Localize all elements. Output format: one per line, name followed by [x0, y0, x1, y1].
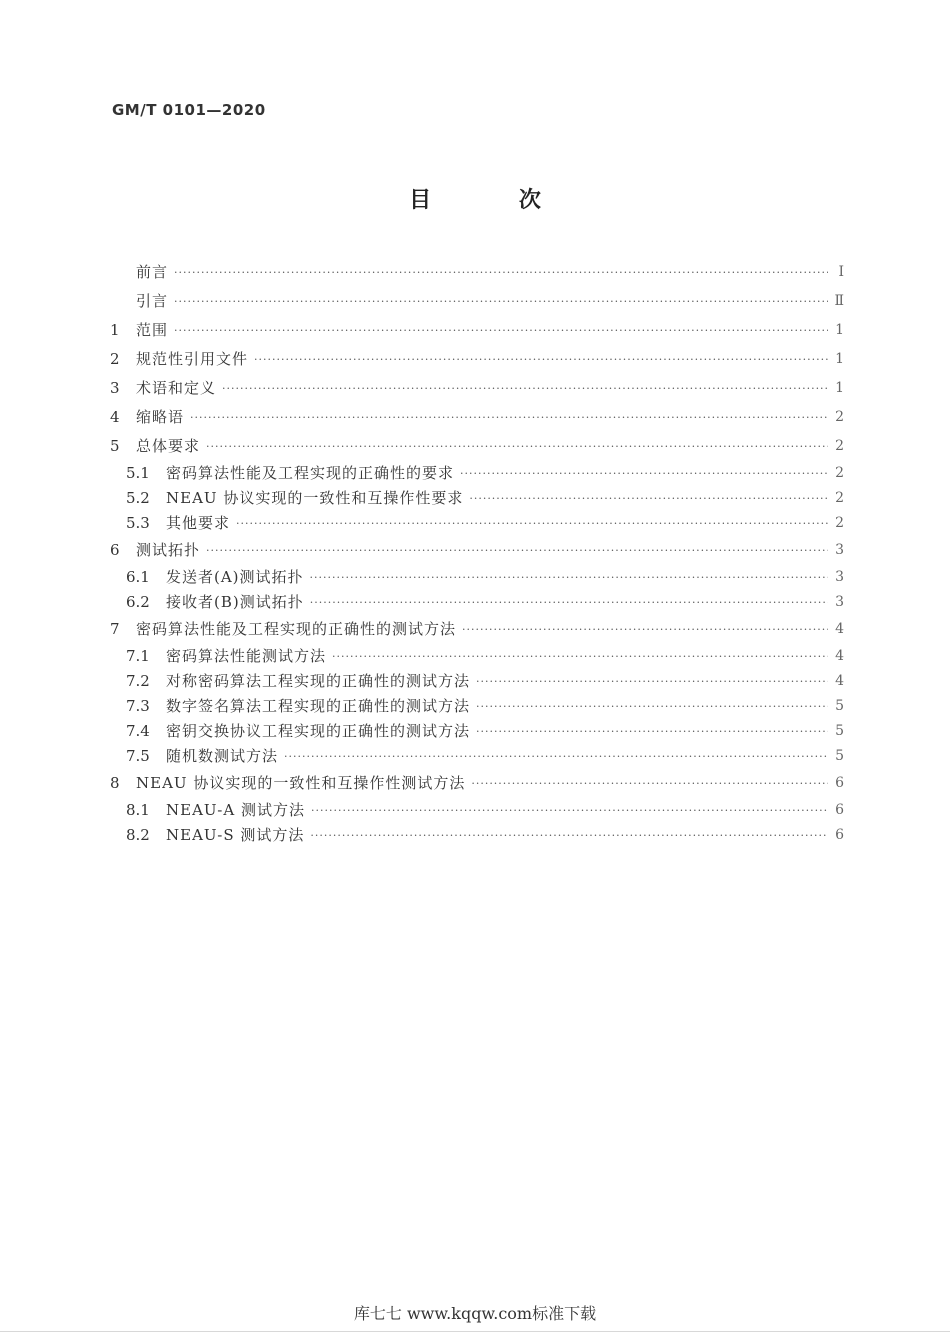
- toc-number: 4: [110, 408, 120, 426]
- toc-entry-5-2[interactable]: [110, 486, 844, 511]
- toc-page-number: 2: [835, 465, 844, 481]
- toc-entry-6[interactable]: [110, 536, 844, 565]
- toc-page-number: 3: [835, 542, 844, 558]
- toc-page-number: 2: [835, 515, 844, 531]
- toc-text: NEAU 协议实现的一致性和互操作性测试方法: [136, 774, 466, 792]
- dot-leader: [476, 669, 828, 694]
- toc-entry-7-4[interactable]: [110, 719, 844, 744]
- toc-entry-3[interactable]: [110, 374, 844, 403]
- toc-text: 引言: [136, 292, 169, 310]
- toc-entry-5[interactable]: [110, 432, 844, 461]
- toc-page-number: 6: [835, 775, 844, 791]
- toc-page-number: 5: [835, 723, 844, 739]
- toc-page-number: 1: [835, 322, 844, 338]
- toc-number: 7: [110, 620, 120, 638]
- toc-number: 5: [110, 437, 120, 455]
- toc-number: 5.1: [126, 464, 150, 482]
- toc-page-number: 2: [835, 438, 844, 454]
- dot-leader: [471, 769, 828, 798]
- toc-number: 6.1: [126, 568, 150, 586]
- toc-text: NEAU-A 测试方法: [166, 801, 305, 819]
- toc-entry-1[interactable]: [110, 316, 844, 345]
- toc-entry-7-5[interactable]: [110, 744, 844, 769]
- toc-entry-5-1[interactable]: [110, 461, 844, 486]
- toc-page-number: 2: [835, 409, 844, 425]
- table-of-contents: [110, 258, 844, 848]
- toc-number: 6.2: [126, 593, 150, 611]
- toc-text: 接收者(B)测试拓扑: [166, 593, 304, 611]
- dot-leader: [174, 258, 828, 287]
- toc-page-number: 1: [835, 380, 844, 396]
- toc-text: 密码算法性能及工程实现的正确性的要求: [166, 464, 455, 482]
- dot-leader: [206, 432, 828, 461]
- page-title: 目 次: [409, 188, 581, 213]
- dot-leader: [462, 615, 828, 644]
- toc-page-number: 5: [835, 698, 844, 714]
- dot-leader: [174, 316, 828, 345]
- toc-entry-7-2[interactable]: [110, 669, 844, 694]
- dot-leader: [174, 287, 828, 316]
- toc-text: 规范性引用文件: [136, 350, 249, 368]
- toc-number: 7.1: [126, 647, 150, 665]
- toc-page-number: 4: [835, 648, 844, 664]
- toc-entry-8[interactable]: [110, 769, 844, 798]
- toc-number: 2: [110, 350, 120, 368]
- toc-number: 8.1: [126, 801, 150, 819]
- toc-number: 6: [110, 541, 120, 559]
- toc-page-number: 2: [835, 490, 844, 506]
- document-code: GM/T 0101—2020: [112, 101, 266, 119]
- toc-page-number: 6: [835, 827, 844, 843]
- dot-leader: [310, 823, 828, 848]
- toc-number: 7.2: [126, 672, 150, 690]
- bottom-divider: [0, 1331, 950, 1332]
- dot-leader: [310, 590, 828, 615]
- toc-text: 范围: [136, 321, 169, 339]
- toc-entry-7-1[interactable]: [110, 644, 844, 669]
- toc-page-number: 1: [835, 351, 844, 367]
- toc-page-number: Ⅰ: [838, 264, 844, 280]
- dot-leader: [190, 403, 828, 432]
- toc-page-number: Ⅱ: [834, 293, 844, 309]
- toc-entry-7-3[interactable]: [110, 694, 844, 719]
- toc-text: 其他要求: [166, 514, 231, 532]
- toc-page-number: 4: [835, 621, 844, 637]
- toc-text: 发送者(A)测试拓扑: [166, 568, 304, 586]
- toc-page-number: 6: [835, 802, 844, 818]
- toc-entry-8-1[interactable]: [110, 798, 844, 823]
- toc-text: 缩略语: [136, 408, 185, 426]
- toc-number: 5.3: [126, 514, 150, 532]
- toc-page-number: 5: [835, 748, 844, 764]
- toc-entry-foreword[interactable]: [110, 258, 844, 287]
- toc-text: NEAU 协议实现的一致性和互操作性要求: [166, 489, 464, 507]
- toc-text: 总体要求: [136, 437, 201, 455]
- toc-number: 7.5: [126, 747, 150, 765]
- toc-text: 随机数测试方法: [166, 747, 279, 765]
- toc-text: 密码算法性能及工程实现的正确性的测试方法: [136, 620, 457, 638]
- toc-entry-4[interactable]: [110, 403, 844, 432]
- dot-leader: [310, 565, 828, 590]
- toc-text: 对称密码算法工程实现的正确性的测试方法: [166, 672, 471, 690]
- toc-entry-introduction[interactable]: [110, 287, 844, 316]
- toc-text: 密码算法性能测试方法: [166, 647, 327, 665]
- toc-text: 前言: [136, 263, 169, 281]
- toc-entry-6-2[interactable]: [110, 590, 844, 615]
- toc-entry-5-3[interactable]: [110, 511, 844, 536]
- toc-number: 1: [110, 321, 120, 339]
- toc-number: 7.4: [126, 722, 150, 740]
- dot-leader: [460, 461, 828, 486]
- toc-number: 3: [110, 379, 120, 397]
- toc-text: NEAU-S 测试方法: [166, 826, 305, 844]
- dot-leader: [254, 345, 828, 374]
- dot-leader: [332, 644, 828, 669]
- toc-number: 8: [110, 774, 120, 792]
- dot-leader: [284, 744, 828, 769]
- toc-text: 术语和定义: [136, 379, 217, 397]
- dot-leader: [236, 511, 828, 536]
- toc-entry-7[interactable]: [110, 615, 844, 644]
- dot-leader: [311, 798, 828, 823]
- toc-entry-6-1[interactable]: [110, 565, 844, 590]
- dot-leader: [469, 486, 828, 511]
- dot-leader: [222, 374, 828, 403]
- toc-number: 5.2: [126, 489, 150, 507]
- dot-leader: [476, 719, 828, 744]
- footer-watermark: 库七七 www.kqqw.com标准下载: [353, 1304, 597, 1323]
- toc-text: 数字签名算法工程实现的正确性的测试方法: [166, 697, 471, 715]
- dot-leader: [206, 536, 828, 565]
- toc-page-number: 4: [835, 673, 844, 689]
- toc-entry-2[interactable]: [110, 345, 844, 374]
- toc-text: 密钥交换协议工程实现的正确性的测试方法: [166, 722, 471, 740]
- toc-entry-8-2[interactable]: [110, 823, 844, 848]
- toc-page-number: 3: [835, 569, 844, 585]
- dot-leader: [476, 694, 828, 719]
- toc-page-number: 3: [835, 594, 844, 610]
- toc-number: 8.2: [126, 826, 150, 844]
- toc-number: 7.3: [126, 697, 150, 715]
- toc-text: 测试拓扑: [136, 541, 201, 559]
